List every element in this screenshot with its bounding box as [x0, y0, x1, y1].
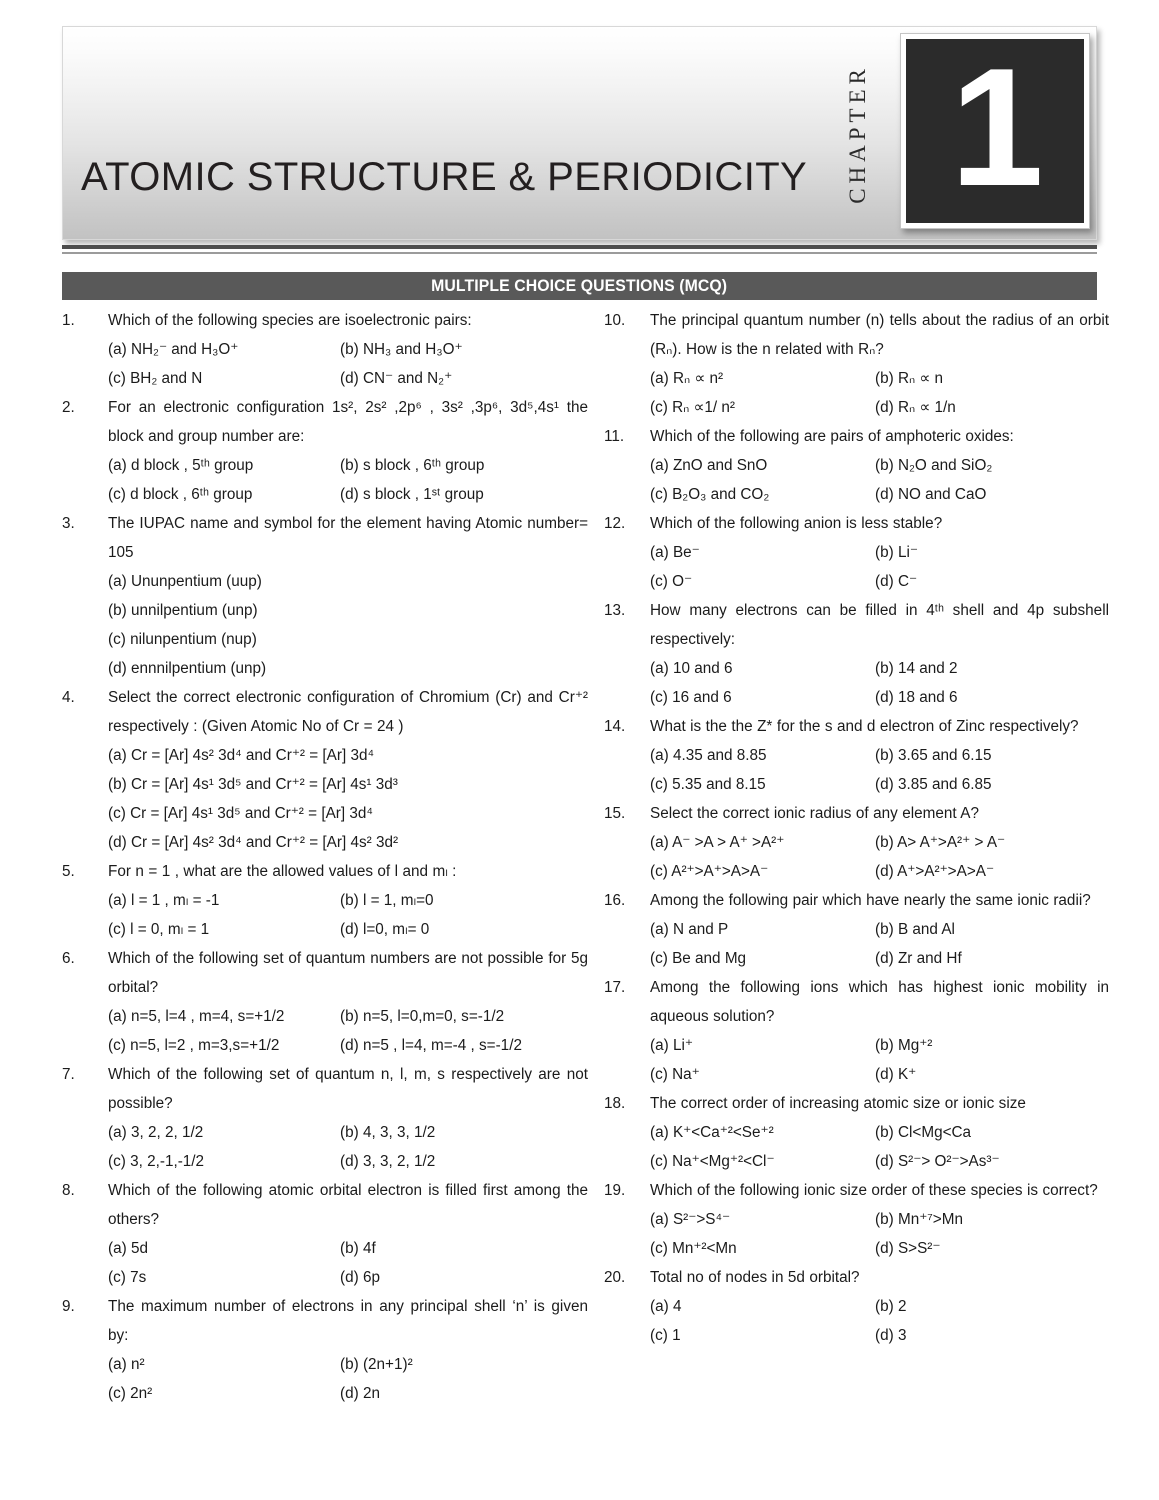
question-item [604, 509, 1109, 596]
chapter-number-text: 1 [950, 33, 1040, 222]
question-number: 9. [62, 1298, 75, 1315]
option-item[interactable]: (b) Mg⁺² [875, 1037, 933, 1054]
question-text: Which of the following set of quantum n, l, m, s respectively are not possible? [108, 1066, 588, 1112]
question-item [604, 973, 1109, 1089]
question-body [650, 422, 1109, 509]
option-item[interactable]: (a) 4 [650, 1298, 682, 1315]
chapter-banner [62, 26, 1097, 244]
option-item[interactable]: (d) Cr = [Ar] 4s² 3d⁴ and Cr⁺² = [Ar] 4s² 3d² [108, 834, 399, 851]
option-list [650, 1118, 1109, 1176]
question-number: 13. [604, 602, 626, 619]
question-body [108, 393, 588, 509]
option-item[interactable]: (c) Mn⁺²<Mn [650, 1240, 737, 1257]
option-item[interactable]: (b) (2n+1)² [340, 1356, 413, 1373]
question-item [604, 886, 1109, 973]
question-item [62, 306, 588, 393]
option-item[interactable]: (c) 16 and 6 [650, 689, 732, 706]
option-list [108, 335, 588, 393]
option-item[interactable]: (b) Li⁻ [875, 544, 918, 561]
question-body [650, 306, 1109, 422]
question-body [108, 683, 588, 857]
option-list [108, 1350, 588, 1408]
option-list [650, 741, 1109, 799]
option-item[interactable]: (d) A⁺>A²⁺>A>A⁻ [875, 863, 995, 880]
question-text: Select the correct ionic radius of any element A? [650, 805, 979, 822]
option-item[interactable]: (d) S>S²⁻ [875, 1240, 941, 1257]
option-item[interactable]: (d) n=5 , l=4, m=-4 , s=-1/2 [340, 1037, 522, 1054]
question-text: Select the correct electronic configuration of Chromium (Cr) and Cr⁺² respectively : (Given Atomic No of Cr = 24 ) [108, 689, 588, 735]
option-list [650, 364, 1109, 422]
divider-thin [62, 252, 1097, 254]
option-item[interactable]: (c) Cr = [Ar] 4s¹ 3d⁵ and Cr⁺² = [Ar] 3d⁴ [108, 805, 373, 822]
question-body [108, 1176, 588, 1292]
option-item[interactable]: (b) l = 1, mₗ=0 [340, 892, 434, 909]
option-item[interactable]: (a) A⁻ >A > A⁺ >A²⁺ [650, 834, 785, 851]
question-item [604, 1089, 1109, 1176]
option-list [650, 1031, 1109, 1089]
option-item[interactable]: (c) d block , 6ᵗʰ group [108, 486, 253, 503]
option-item[interactable]: (a) N and P [650, 921, 729, 938]
option-list [650, 915, 1109, 973]
question-number: 11. [604, 428, 625, 445]
option-item[interactable]: (c) Na⁺ [650, 1066, 700, 1083]
option-item[interactable]: (a) Cr = [Ar] 4s² 3d⁴ and Cr⁺² = [Ar] 3d⁴ [108, 747, 375, 764]
question-item [62, 1176, 588, 1292]
option-item[interactable]: (a) 3, 2, 2, 1/2 [108, 1124, 204, 1141]
question-number: 6. [62, 950, 75, 967]
option-item[interactable]: (b) Rₙ ∝ n [875, 370, 944, 387]
option-list [108, 567, 588, 683]
question-text: Total no of nodes in 5d orbital? [650, 1269, 860, 1286]
question-text: For an electronic configuration 1s², 2s² ,2p⁶ , 3s² ,3p⁶, 3d⁵,4s¹ the block and group number are: [108, 399, 588, 445]
questions-column-left [0, 306, 596, 1408]
option-list [650, 1292, 1109, 1350]
question-body [650, 886, 1109, 973]
option-item[interactable]: (a) Li⁺ [650, 1037, 693, 1054]
option-item[interactable]: (c) Be and Mg [650, 950, 747, 967]
questions-column-right [596, 306, 1159, 1408]
question-item [62, 1292, 588, 1408]
question-text: Among the following ions which has highest ionic mobility in aqueous solution? [650, 979, 1109, 1025]
option-item[interactable]: (a) n=5, l=4 , m=4, s=+1/2 [108, 1008, 285, 1025]
question-number: 19. [604, 1182, 626, 1199]
option-item[interactable]: (c) BH₂ and N [108, 370, 203, 387]
question-body [650, 799, 1109, 886]
question-item [604, 1176, 1109, 1263]
section-heading-bar [62, 272, 1097, 300]
question-number: 17. [604, 979, 626, 996]
chapter-word-text: CHAPTER [845, 64, 870, 204]
question-number: 2. [62, 399, 75, 416]
option-item[interactable]: (d) 3, 3, 2, 1/2 [340, 1153, 436, 1170]
question-item [604, 306, 1109, 422]
option-item[interactable]: (c) B₂O₃ and CO₂ [650, 486, 770, 503]
question-body [108, 857, 588, 944]
question-text: Among the following pair which have nearly the same ionic radii? [650, 892, 1091, 909]
option-item[interactable]: (d) 2n [340, 1385, 380, 1402]
option-item[interactable]: (c) 1 [650, 1327, 681, 1344]
option-item[interactable]: (c) A²⁺>A⁺>A>A⁻ [650, 863, 769, 880]
option-item[interactable]: (c) 5.35 and 8.15 [650, 776, 766, 793]
option-list [108, 1002, 588, 1060]
question-text: Which of the following anion is less stable? [650, 515, 943, 532]
question-text: What is the the Z* for the s and d electron of Zinc respectively? [650, 718, 1079, 735]
question-body [650, 1263, 1109, 1350]
option-item[interactable]: (b) A> A⁺>A²⁺ > A⁻ [875, 834, 1006, 851]
option-list [650, 654, 1109, 712]
question-body [108, 509, 588, 683]
option-item[interactable]: (d) Zr and Hf [875, 950, 962, 967]
option-list [108, 1118, 588, 1176]
option-list [108, 1234, 588, 1292]
question-item [62, 509, 588, 683]
question-item [604, 712, 1109, 799]
option-item[interactable]: (d) CN⁻ and N₂⁺ [340, 370, 453, 387]
option-item[interactable]: (b) 3.65 and 6.15 [875, 747, 992, 764]
option-list [108, 451, 588, 509]
option-item[interactable]: (c) l = 0, mₗ = 1 [108, 921, 210, 938]
option-item[interactable]: (d) 18 and 6 [875, 689, 958, 706]
question-item [62, 683, 588, 857]
question-body [650, 596, 1109, 712]
option-item[interactable]: (d) 3.85 and 6.85 [875, 776, 992, 793]
question-body [108, 944, 588, 1060]
option-list [650, 828, 1109, 886]
option-item[interactable]: (a) 10 and 6 [650, 660, 733, 677]
question-number: 7. [62, 1066, 75, 1083]
option-item[interactable]: (a) Ununpentium (uup) [108, 573, 262, 590]
question-number: 3. [62, 515, 75, 532]
option-item[interactable]: (d) 6p [340, 1269, 380, 1286]
option-list [650, 451, 1109, 509]
question-item [62, 1060, 588, 1176]
question-body [650, 1089, 1109, 1176]
question-item [62, 857, 588, 944]
question-text: Which of the following species are isoelectronic pairs: [108, 312, 472, 329]
question-number: 18. [604, 1095, 626, 1112]
option-item[interactable]: (b) s block , 6ᵗʰ group [340, 457, 485, 474]
option-list [108, 886, 588, 944]
question-text: The maximum number of electrons in any principal shell ‘n’ is given by: [108, 1298, 588, 1344]
option-item[interactable]: (d) S²⁻> O²⁻>As³⁻ [875, 1153, 1000, 1170]
question-number: 1. [62, 312, 75, 329]
question-text: The principal quantum number (n) tells about the radius of an orbit (Rₙ). How is the n related with Rₙ? [650, 312, 1109, 358]
option-item[interactable]: (a) NH₂⁻ and H₃O⁺ [108, 341, 239, 358]
option-item[interactable]: (b) unnilpentium (unp) [108, 602, 258, 619]
option-item[interactable]: (d) C⁻ [875, 573, 918, 590]
option-item[interactable]: (a) Rₙ ∝ n² [650, 370, 724, 387]
question-number: 12. [604, 515, 626, 532]
option-item[interactable]: (c) 2n² [108, 1385, 153, 1402]
option-item[interactable]: (a) Be⁻ [650, 544, 700, 561]
question-text: For n = 1 , what are the allowed values of l and mₗ : [108, 863, 457, 880]
option-item[interactable]: (d) 3 [875, 1327, 907, 1344]
question-body [650, 973, 1109, 1089]
divider-thick [62, 245, 1097, 249]
option-item[interactable]: (a) ZnO and SnO [650, 457, 768, 474]
question-text: Which of the following set of quantum numbers are not possible for 5g orbital? [108, 950, 588, 996]
question-body [108, 1060, 588, 1176]
question-text: Which of the following are pairs of amphoteric oxides: [650, 428, 1014, 445]
question-number: 10. [604, 312, 626, 329]
option-item[interactable]: (a) d block , 5ᵗʰ group [108, 457, 254, 474]
chapter-label [832, 35, 884, 233]
option-item[interactable]: (d) l=0, mₗ= 0 [340, 921, 430, 938]
question-number: 8. [62, 1182, 75, 1199]
option-item[interactable]: (a) l = 1 , mₗ = -1 [108, 892, 220, 909]
option-item[interactable]: (d) Rₙ ∝ 1/n [875, 399, 956, 416]
option-item[interactable]: (b) Mn⁺⁷>Mn [875, 1211, 963, 1228]
option-item[interactable]: (d) s block , 1ˢᵗ group [340, 486, 484, 503]
question-number: 14. [604, 718, 626, 735]
question-number: 20. [604, 1269, 626, 1286]
question-text: The IUPAC name and symbol for the element having Atomic number= 105 [108, 515, 588, 561]
option-item[interactable]: (c) O⁻ [650, 573, 693, 590]
option-item[interactable]: (b) 4f [340, 1240, 376, 1257]
question-item [604, 422, 1109, 509]
question-item [62, 944, 588, 1060]
option-item[interactable]: (d) NO and CaO [875, 486, 987, 503]
option-item[interactable]: (c) n=5, l=2 , m=3,s=+1/2 [108, 1037, 280, 1054]
question-body [650, 712, 1109, 799]
option-item[interactable]: (b) Cl<Mg<Ca [875, 1124, 972, 1141]
page-title: ATOMIC STRUCTURE & PERIODICITY [81, 155, 808, 199]
option-item[interactable]: (a) n² [108, 1356, 145, 1373]
question-number: 15. [604, 805, 626, 822]
option-item[interactable]: (b) 14 and 2 [875, 660, 958, 677]
option-item[interactable]: (b) B and Al [875, 921, 955, 938]
option-item[interactable]: (c) 7s [108, 1269, 147, 1286]
question-number: 4. [62, 689, 75, 706]
question-body [650, 509, 1109, 596]
question-text: How many electrons can be filled in 4ᵗʰ shell and 4p subshell respectively: [650, 602, 1109, 648]
question-number: 16. [604, 892, 626, 909]
option-item[interactable]: (d) K⁺ [875, 1066, 917, 1083]
question-item [62, 393, 588, 509]
option-item[interactable]: (c) Rₙ ∝1/ n² [650, 399, 736, 416]
option-list [650, 538, 1109, 596]
option-item[interactable]: (b) N₂O and SiO₂ [875, 457, 993, 474]
option-item[interactable]: (b) n=5, l=0,m=0, s=-1/2 [340, 1008, 505, 1025]
section-heading-text: MULTIPLE CHOICE QUESTIONS (MCQ) [431, 276, 728, 295]
option-item[interactable]: (b) 4, 3, 3, 1/2 [340, 1124, 436, 1141]
option-item[interactable]: (b) 2 [875, 1298, 907, 1315]
question-body [650, 1176, 1109, 1263]
option-item[interactable]: (b) NH₃ and H₃O⁺ [340, 341, 463, 358]
option-item[interactable]: (c) 3, 2,-1,-1/2 [108, 1153, 205, 1170]
question-number: 5. [62, 863, 75, 880]
option-list [650, 1205, 1109, 1263]
question-item [604, 799, 1109, 886]
option-item[interactable]: (a) 5d [108, 1240, 148, 1257]
option-item[interactable]: (a) K⁺<Ca⁺²<Se⁺² [650, 1124, 774, 1141]
option-item[interactable]: (a) S²⁻>S⁴⁻ [650, 1211, 731, 1228]
question-body [108, 306, 588, 393]
chapter-number-inner [906, 33, 1084, 223]
option-item[interactable]: (b) Cr = [Ar] 4s¹ 3d⁵ and Cr⁺² = [Ar] 4s¹ 3d³ [108, 776, 398, 793]
option-item[interactable]: (d) ennnilpentium (unp) [108, 660, 267, 677]
questions-area [0, 306, 1159, 1408]
chapter-number-box [900, 33, 1090, 229]
option-item[interactable]: (c) Na⁺<Mg⁺²<Cl⁻ [650, 1153, 775, 1170]
question-body [108, 1292, 588, 1408]
question-text: Which of the following atomic orbital electron is filled first among the others? [108, 1182, 588, 1228]
option-item[interactable]: (c) nilunpentium (nup) [108, 631, 257, 648]
question-text: The correct order of increasing atomic size or ionic size [650, 1095, 1026, 1112]
question-item [604, 1263, 1109, 1350]
option-list [108, 741, 588, 857]
question-item [604, 596, 1109, 712]
question-text: Which of the following ionic size order of these species is correct? [650, 1182, 1098, 1199]
option-item[interactable]: (a) 4.35 and 8.85 [650, 747, 767, 764]
banner-plate [62, 26, 1097, 240]
